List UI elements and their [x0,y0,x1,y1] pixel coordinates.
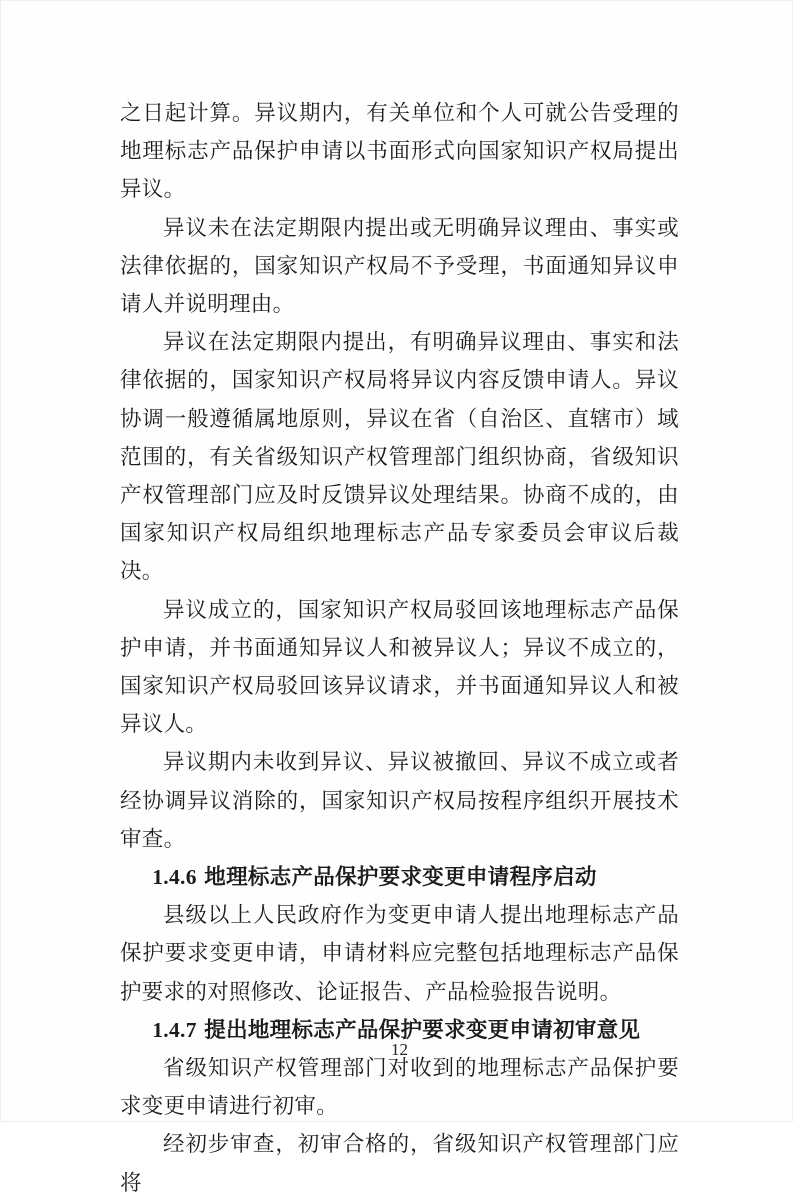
paragraph: 异议在法定期限内提出，有明确异议理由、事实和法律依据的，国家知识产权局将异议内容反馈申请人。异议协调一般遵循属地原则，异议在省（自治区、直辖市）域范围的，有关省级知识产权管理部门组织协商，省级知识产权管理部门应及时反馈异议处理结果。协商不成的，由国家知识产权局组织地理标志产品专家委员会审议后裁决。 [120,330,679,584]
section-heading-title: 提出地理标志产品保护要求变更申请初审意见 [204,1017,641,1042]
paragraph-continuation: 之日起计算。异议期内，有关单位和个人可就公告受理的地理标志产品保护申请以书面形式向国家知识产权局提出异议。 [120,101,679,202]
paragraph: 异议期内未收到异议、异议被撤回、异议不成立或者经协调异议消除的，国家知识产权局按程序组织开展技术审查。 [120,750,679,851]
text-block [120,94,679,1202]
paragraph: 异议成立的，国家知识产权局驳回该地理标志产品保护申请，并书面通知异议人和被异议人；异议不成立的，国家知识产权局驳回该异议请求，并书面通知异议人和被异议人。 [120,597,679,737]
section-heading-1-4-6 [120,858,679,896]
page-number: 12 [391,1040,408,1059]
section-heading-title: 地理标志产品保护要求变更申请程序启动 [204,865,597,890]
paragraph: 省级知识产权管理部门对收到的地理标志产品保护要求变更申请进行初审。 [120,1056,679,1119]
section-heading-number: 1.4.7 [152,1017,197,1042]
paragraph: 异议未在法定期限内提出或无明确异议理由、事实或法律依据的，国家知识产权局不予受理，书面通知异议申请人并说明理由。 [120,215,679,317]
paragraph-incomplete: 经初步审查，初审合格的，省级知识产权管理部门应将 [120,1132,679,1195]
paragraph: 县级以上人民政府作为变更申请人提出地理标志产品保护要求变更申请，申请材料应完整包括地理标志产品保护要求的对照修改、论证报告、产品检验报告说明。 [120,903,679,1004]
section-heading-number: 1.4.6 [152,865,197,890]
